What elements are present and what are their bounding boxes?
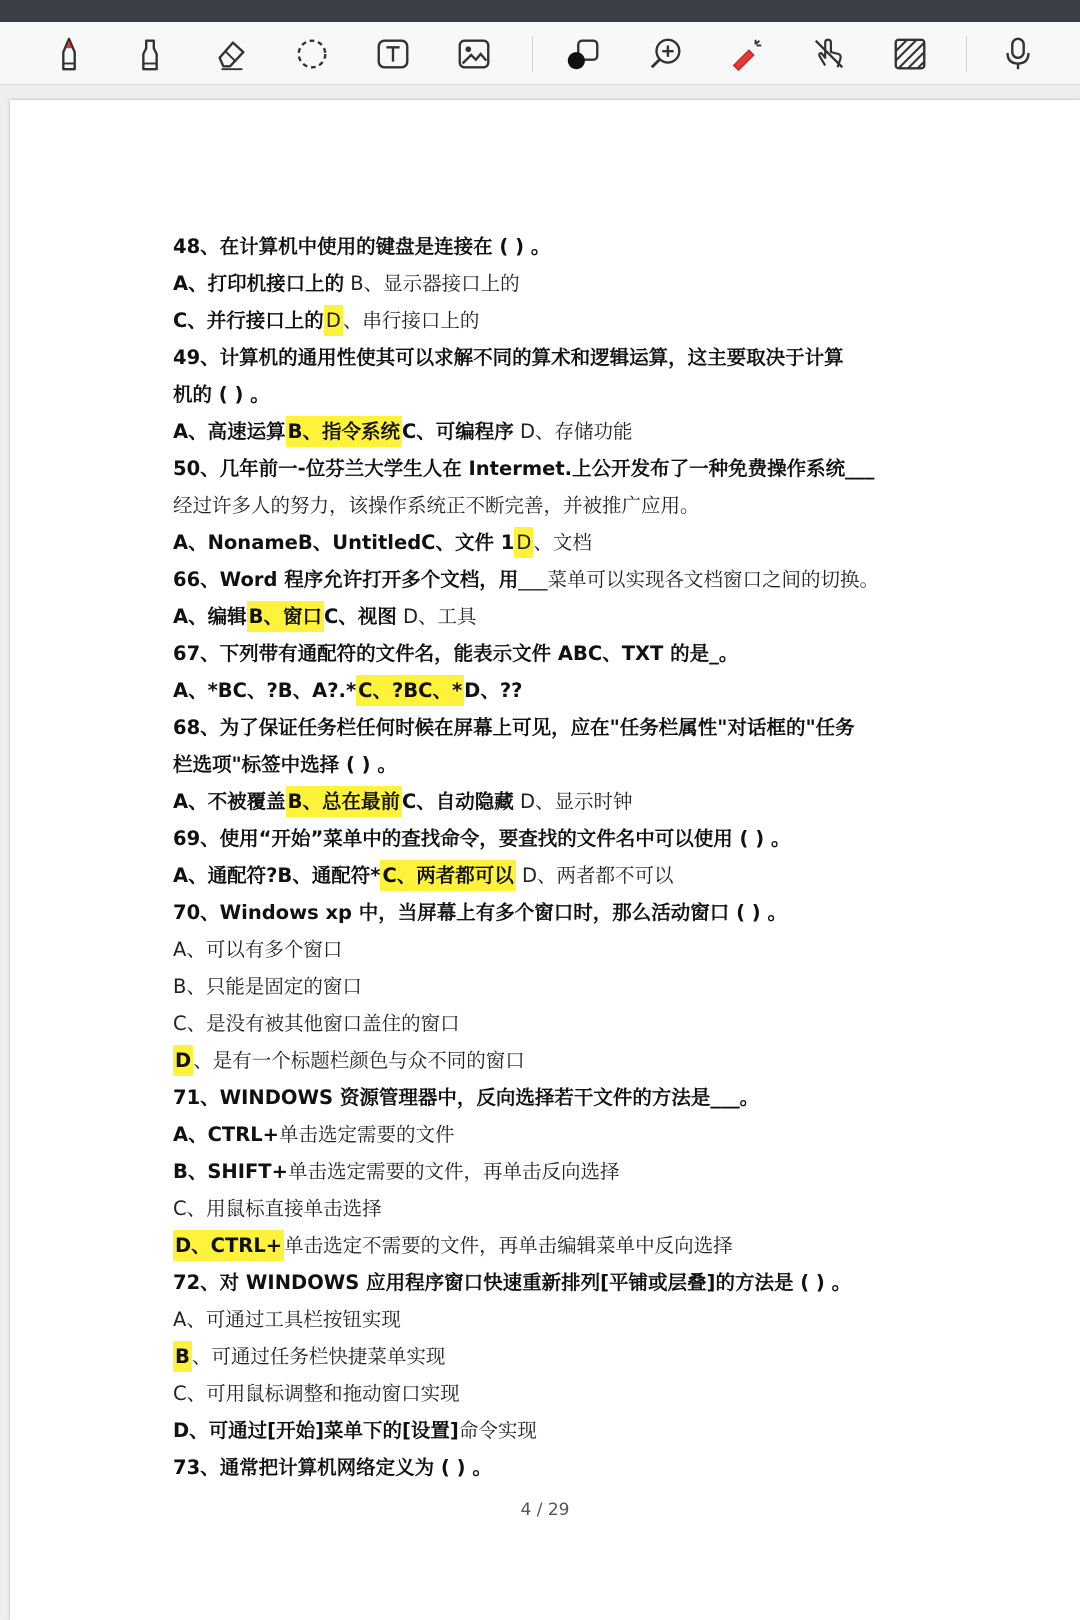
option-72-a: A、可通过工具栏按钮实现 (173, 1308, 401, 1331)
document-content (173, 228, 973, 1486)
highlighter-tool-icon[interactable] (127, 31, 173, 77)
insert-image-icon[interactable] (451, 31, 497, 77)
option-70-b: B、只能是固定的窗口 (173, 975, 362, 998)
option-72-d: D、可通过[开始]菜单下的[设置]命令实现 (173, 1419, 537, 1442)
highlighted-answer: D (324, 305, 343, 336)
pen-tool-icon[interactable] (46, 31, 92, 77)
options-49: A、高速运算 B、指令系统 C、可编程序 D、存储功能 (173, 413, 973, 450)
page-background-icon[interactable] (887, 31, 933, 77)
options-66: A、编辑 B、窗口 C、视图 D、工具 (173, 598, 973, 635)
microphone-icon[interactable] (995, 31, 1041, 77)
option-71-c: C、用鼠标直接单击选择 (173, 1197, 382, 1220)
option-71-b: B、SHIFT+单击选定需要的文件，再单击反向选择 (173, 1160, 620, 1183)
option-71-a: A、CTRL+单击选定需要的文件 (173, 1123, 455, 1146)
options-69: A、通配符?B、通配符* C、两者都可以 D、两者都不可以 (173, 857, 973, 894)
question-49-line2: 机的 ( ) 。 (173, 383, 270, 406)
question-68-line1: 68、为了保证任务栏任何时候在屏幕上可见，应在"任务栏属性"对话框的"任务 (173, 716, 855, 739)
question-69: 69、使用“开始”菜单中的查找命令，要查找的文件名中可以使用 ( ) 。 (173, 827, 791, 850)
eraser-icon[interactable] (208, 31, 254, 77)
options-48-cd: C、并行接口上的 D 、串行接口上的 (173, 302, 973, 339)
question-68-line2: 栏选项"标签中选择 ( ) 。 (173, 753, 397, 776)
question-70: 70、Windows xp 中，当屏幕上有多个窗口时，那么活动窗口 ( ) 。 (173, 901, 787, 924)
highlighted-answer: C、?BC、* (356, 675, 464, 706)
shapes-icon[interactable] (560, 31, 606, 77)
highlighted-answer: B、窗口 (247, 601, 324, 632)
option-70-a: A、可以有多个窗口 (173, 938, 343, 961)
toolbar-separator (532, 36, 533, 72)
question-48: 48、在计算机中使用的键盘是连接在 ( ) 。 (173, 235, 551, 258)
options-67: A、*BC、?B、A?.* C、?BC、* D、?? (173, 672, 973, 709)
text-box-icon[interactable] (370, 31, 416, 77)
question-73: 73、通常把计算机网络定义为 ( ) 。 (173, 1456, 492, 1479)
document-page[interactable] (10, 100, 1080, 1620)
question-72: 72、对 WINDOWS 应用程序窗口快速重新排列[平铺或层叠]的方法是 ( ) 。 (173, 1271, 852, 1294)
options-48-ab: A、打印机接口上的 B、显示器接口上的 (173, 272, 520, 295)
option-71-d: D、CTRL+ 单击选定不需要的文件，再单击编辑菜单中反向选择 (173, 1227, 973, 1264)
lasso-select-icon[interactable] (289, 31, 335, 77)
question-50-line1: 50、几年前一-位芬兰大学生人在 Intermet.上公开发布了一种免费操作系统___ (173, 457, 875, 480)
question-67: 67、下列带有通配符的文件名，能表示文件 ABC、TXT 的是_。 (173, 642, 739, 665)
option-72-c: C、可用鼠标调整和拖动窗口实现 (173, 1382, 460, 1405)
option-72-b: B 、可通过任务栏快捷菜单实现 (173, 1338, 973, 1375)
question-49-line1: 49、计算机的通用性使其可以求解不同的算术和逻辑运算，这主要取决于计算 (173, 346, 844, 369)
highlighted-answer: C、两者都可以 (380, 860, 515, 891)
annotation-toolbar (0, 22, 1080, 85)
system-title-bar (0, 0, 1080, 22)
highlighted-answer: B (173, 1341, 192, 1372)
question-66: 66、Word 程序允许打开多个文档，用___菜单可以实现各文档窗口之间的切换。 (173, 568, 879, 591)
touch-disable-icon[interactable] (806, 31, 852, 77)
option-70-d: D 、是有一个标题栏颜色与众不同的窗口 (173, 1042, 973, 1079)
laser-pointer-icon[interactable] (724, 31, 770, 77)
highlighted-answer: B、总在最前 (286, 786, 402, 817)
options-68: A、不被覆盖 B、总在最前 C、自动隐藏 D、显示时钟 (173, 783, 973, 820)
option-70-c: C、是没有被其他窗口盖住的窗口 (173, 1012, 460, 1035)
highlighted-answer: D (514, 527, 533, 558)
question-71: 71、WINDOWS 资源管理器中，反向选择若干文件的方法是___。 (173, 1086, 760, 1109)
question-50-line2: 经过许多人的努力，该操作系统正不断完善，并被推广应用。 (173, 494, 700, 517)
zoom-icon[interactable] (643, 31, 689, 77)
highlighted-answer: D (173, 1045, 193, 1076)
toolbar-separator (966, 36, 967, 72)
options-50: A、NonameB、UntitledC、文件 1 D 、文档 (173, 524, 973, 561)
page-number: 4 / 29 (520, 1500, 570, 1520)
highlighted-answer: D、CTRL+ (173, 1230, 284, 1261)
highlighted-answer: B、指令系统 (286, 416, 402, 447)
